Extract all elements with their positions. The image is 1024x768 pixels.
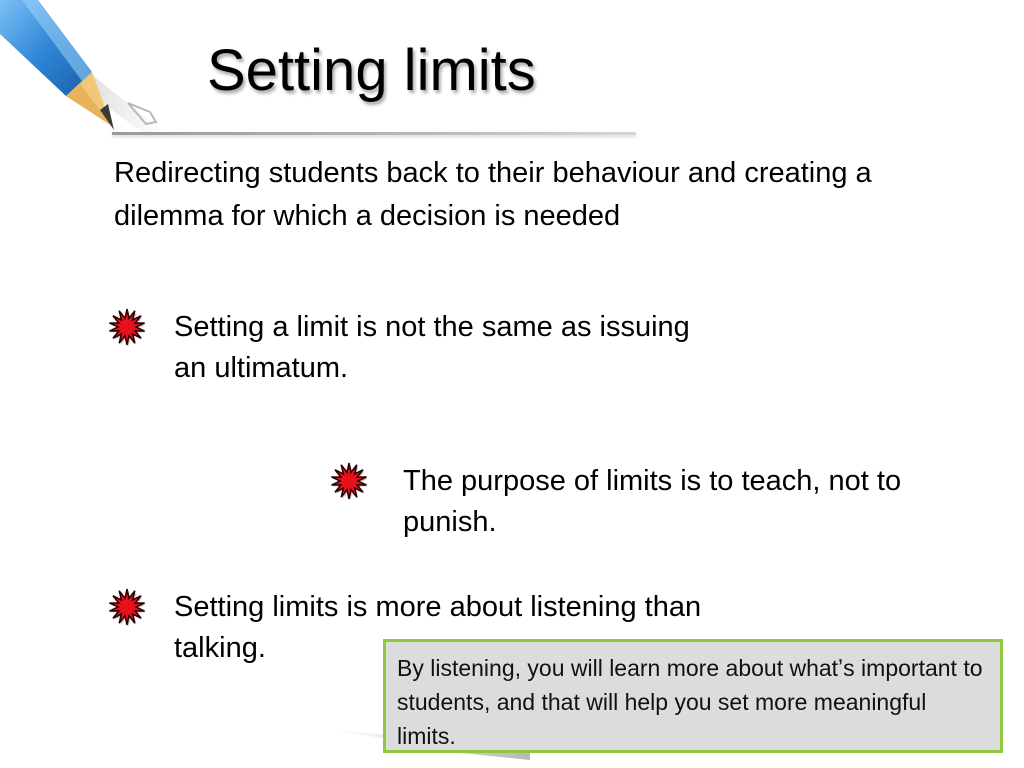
starburst-icon bbox=[329, 461, 369, 501]
bullet-text: The purpose of limits is to teach, not to punish. bbox=[403, 465, 902, 538]
slide-subtitle: Redirecting students back to their behaviour and creating a dilemma for which a decision is needed bbox=[114, 157, 872, 232]
starburst-icon bbox=[107, 307, 147, 347]
note-callout: By listening, you will learn more about whatʼs important to students, and that will help you set more meaningful limits. bbox=[383, 639, 1003, 753]
slide-title: Setting limits bbox=[207, 38, 536, 103]
bullet-text: Setting a limit is not the same as issuing an ultimatum. bbox=[174, 311, 690, 384]
pencil-icon bbox=[0, 0, 175, 145]
title-underline bbox=[112, 132, 636, 135]
starburst-icon bbox=[107, 587, 147, 627]
bullet-text: Setting limits is more about listening than talking. bbox=[174, 591, 702, 664]
